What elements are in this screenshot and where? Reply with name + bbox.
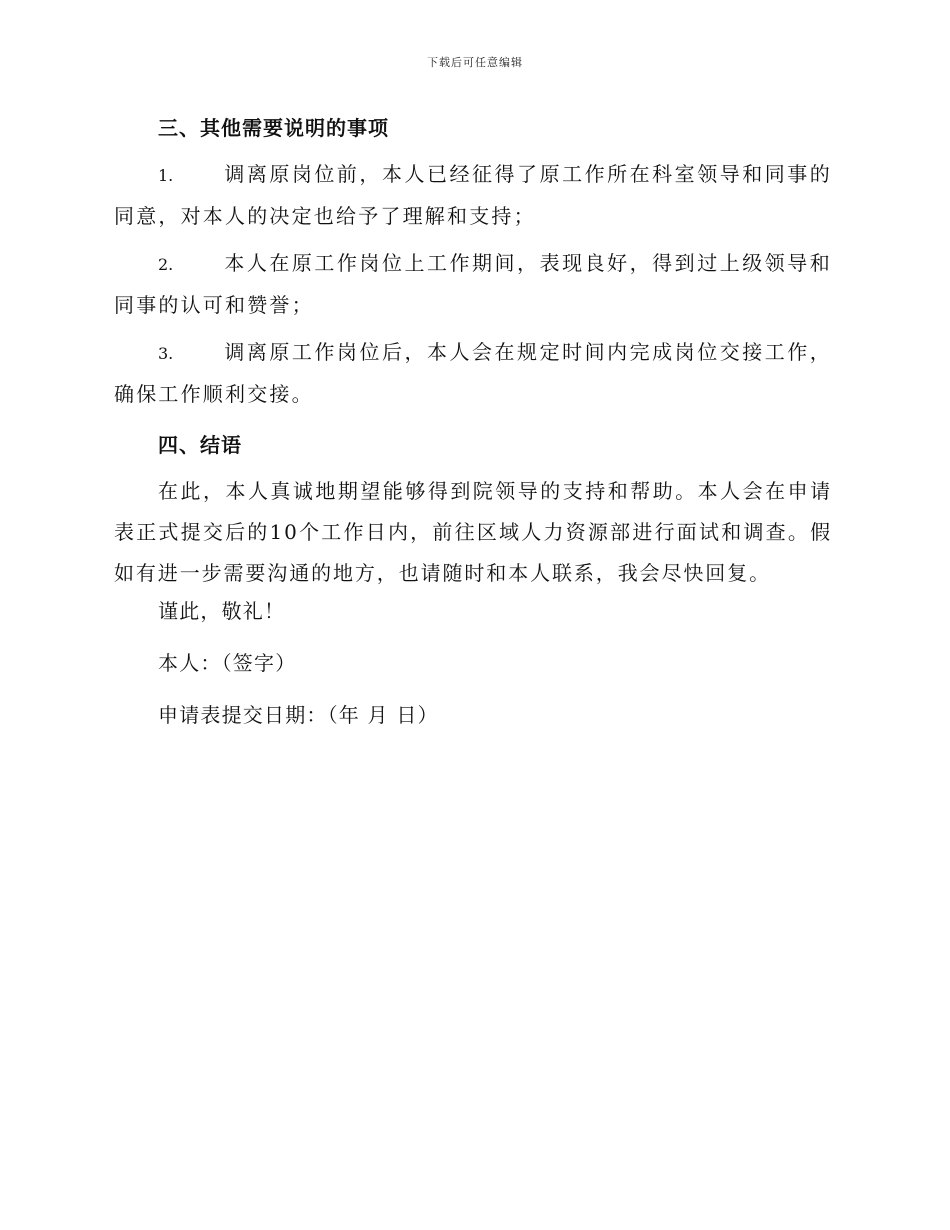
signature-line: 本人：（签字） xyxy=(158,651,297,675)
item-text: 调离原工作岗位后，本人会在规定时间内完成岗位交接工作，确保工作顺利交接。 xyxy=(114,340,832,406)
section-heading-4: 四、结语 xyxy=(158,433,242,457)
item-text: 本人在原工作岗位上工作期间，表现良好，得到过上级领导和同事的认可和赞誉； xyxy=(114,251,832,317)
item-text: 调离原岗位前，本人已经征得了原工作所在科室领导和同事的同意，对本人的决定也给予了理解和支持； xyxy=(114,162,832,228)
closing-salutation: 谨此，敬礼！ xyxy=(158,599,286,623)
section-heading-3: 三、其他需要说明的事项 xyxy=(158,116,389,140)
list-item xyxy=(114,243,832,326)
date-line: 申请表提交日期：（年 月 日） xyxy=(158,703,439,727)
closing-paragraph: 在此，本人真诚地期望能够得到院领导的支持和帮助。本人会在申请表正式提交后的10个工作日内，前往区域人力资源部进行面试和调查。假如有进一步需要沟通的地方，也请随时和本人联系，我会尽快回复。 xyxy=(114,479,832,585)
list-item xyxy=(114,154,832,237)
item-number: 2. xyxy=(158,255,174,274)
item-number: 1. xyxy=(158,166,174,185)
list-item xyxy=(114,332,832,415)
header-note: 下载后可任意编辑 xyxy=(427,56,523,69)
item-number: 3. xyxy=(158,344,174,363)
document-body xyxy=(114,108,832,754)
